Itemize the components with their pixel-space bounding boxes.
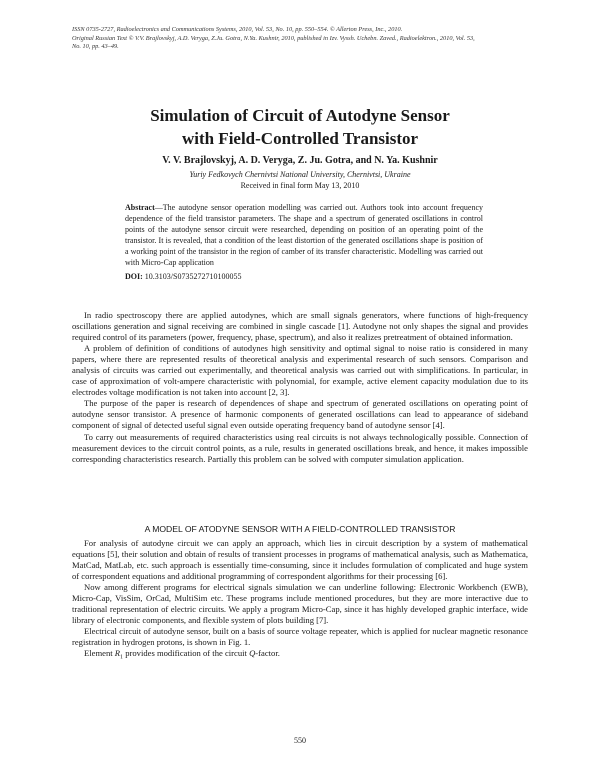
header-line-2: Original Russian Text © V.V. Brajlovskyj, A.D. Veryga, Z.Ju. Gotra, N.Ya. Kushnir, 2010, published in Izv. Vyssh. Uchebn. Zaved., Radioelektron., 2010, Vol. 53, <box>72 34 475 42</box>
title-line-1: Simulation of Circuit of Autodyne Sensor <box>150 106 450 125</box>
text-run: provides modification of the circuit <box>123 648 250 659</box>
paragraph: Now among different programs for electrical signals simulation we can underline following: Electronic Workbench (EWB), Micro-Cap, VisSim, OrCad, MultiSim etc. These programs include mentioned procedures, but they are more interactive due to traditional representation of electric circuits. We apply a program Micro-Cap, since it has highly developed graphic interface, wide library of electronic components, and flexible system of plots building [7]. <box>72 582 528 626</box>
header-line-3: No. 10, pp. 43–49. <box>72 43 119 51</box>
authors: V. V. Brajlovskyj, A. D. Veryga, Z. Ju. Gotra, and N. Ya. Kushnir <box>162 155 438 166</box>
paragraph: For analysis of autodyne circuit we can apply an approach, which lies in circuit description by a system of mathematical equations [5], their solution and obtain of results of transient processes in programs of mathematical analysis, such as Mathematica, MatCad, MatLab, etc. such approach is essentially time-consuming, since it includes formulation of complicated and huge system of correspondent equations and additional programming of correspondent algorithms for their processing [6]. <box>72 538 528 582</box>
section-heading: A MODEL OF ATODYNE SENSOR WITH A FIELD-CONTROLLED TRANSISTOR <box>144 524 456 534</box>
paper-title <box>0 104 600 150</box>
resistor-symbol: R <box>114 648 121 659</box>
doi-value: 10.3103/S0735272710100055 <box>144 272 242 281</box>
paragraph: Electrical circuit of autodyne sensor, built on a basis of source voltage repeater, which is applied for nuclear magnetic resonance registration in hydrogen protons, is shown in Fig. 1. <box>72 626 528 648</box>
received-date: Received in final form May 13, 2010 <box>240 181 360 190</box>
q-symbol: Q <box>249 648 256 659</box>
paragraph <box>72 648 528 664</box>
text-run: Element <box>84 648 115 659</box>
resistor-subscript: 1 <box>120 655 124 662</box>
journal-header <box>72 26 542 52</box>
paragraph: To carry out measurements of required characteristics using real circuits is not always technologically possible. Connection of measurement devices to the circuit control points, as a rule, results in generated oscillations break, and hence, it makes impossible corresponding characteristics research. Partially this problem can be solved with computer simulation application. <box>72 431 528 464</box>
section-body <box>72 538 528 664</box>
paragraph: A problem of definition of conditions of autodynes high sensitivity and optimal signal to noise ratio is considered in many papers, where there are represented results of theoretical analysis and experimental research of such sensors. Comparison and analysis of circuits was carried out experimentally, and theoretical analysis was carried out with simplifications. In particular, in case of approximation of volt-ampere characteristic with polynomial, for example, active element capacity modulation due to its electrodes voltage modification is not taken into account [2, 3]. <box>72 343 528 398</box>
abstract-label: Abstract <box>125 203 155 212</box>
page-number: 550 <box>294 736 306 745</box>
abstract <box>125 202 483 268</box>
doi <box>125 272 241 281</box>
paragraph: The purpose of the paper is research of dependences of shape and spectrum of generated oscillations on operating point of autodyne sensor transistor. A presence of harmonic components of generated oscillations can lead to appearance of sideband component of signal of detected useful signal even outside operating frequency band of autodyne sensor [4]. <box>72 398 528 431</box>
title-line-2: with Field-Controlled Transistor <box>181 129 419 148</box>
affiliation: Yuriy Fedkovych Chernivtsi National University, Chernivtsi, Ukraine <box>189 170 411 179</box>
header-line-1: ISSN 0735-2727, Radioelectronics and Communications Systems, 2010, Vol. 53, No. 10, pp. 550–554. © Allerton Press, Inc., 2010. <box>72 26 403 33</box>
text-run: -factor. <box>255 648 280 659</box>
paragraph: In radio spectroscopy there are applied autodynes, which are small signals generators, where functions of high-frequency oscillations generation and signal receiving are combined in single cascade [1]. Autodyne not only shapes the signal and provides required control of its parameters (power, frequency, phase, spectrum), and also it realizes pretreatment of obtained information. <box>72 310 528 343</box>
abstract-text: —The autodyne sensor operation modelling was carried out. Authors took into account frequency dependence of the field transistor parameters. The shape and a spectrum of generated oscillations in control points of the autodyne sensor circuit were researched, depending on position of an operating point of the transistor. It is revealed, that a condition of the least distortion of the generated oscillations shape is position of a working point of the transistor in the region of camber of its transfer characteristic. Modelling was carried out with Micro-Cap application <box>125 203 483 268</box>
doi-label: DOI: <box>125 272 143 281</box>
intro-body <box>72 310 528 465</box>
